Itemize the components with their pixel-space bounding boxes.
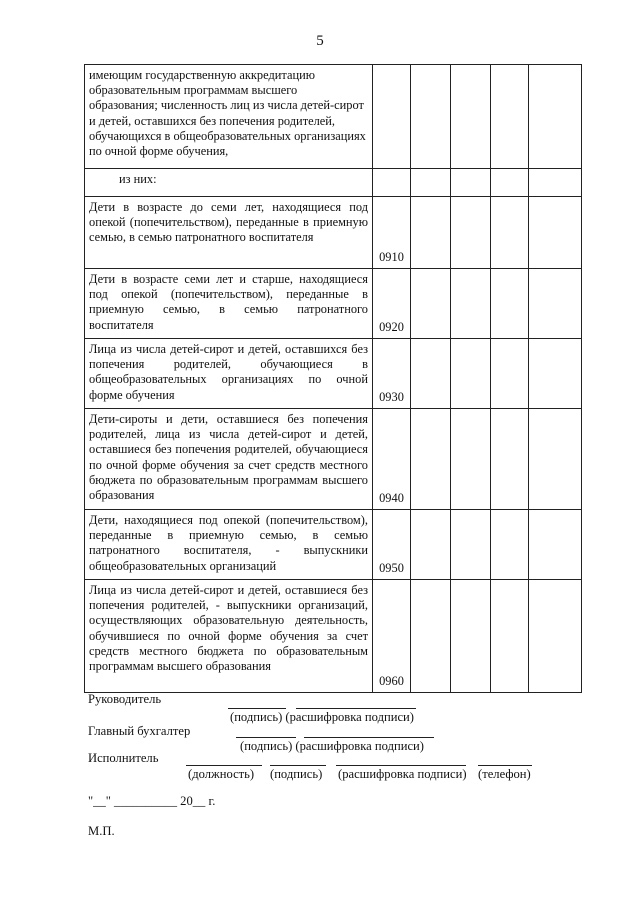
value-cell[interactable] xyxy=(451,510,491,580)
value-cell[interactable] xyxy=(529,580,582,693)
value-cell[interactable] xyxy=(451,269,491,339)
executor-phone-line[interactable] xyxy=(478,765,532,766)
value-cell[interactable] xyxy=(491,197,529,269)
table-row xyxy=(85,339,582,409)
value-cell[interactable] xyxy=(529,409,582,510)
row-code: 0910 xyxy=(373,197,411,269)
table-row xyxy=(85,65,582,169)
row-description: Лица из числа детей-сирот и детей, оставшиеся без попечения родителей, - выпускники организаций, осуществляющих образовательную деятельность, обучившиеся по очной форме обучения за счет средств местного бюджета по образовательным программам высшего образования xyxy=(85,580,373,693)
value-cell[interactable] xyxy=(411,197,451,269)
value-cell[interactable] xyxy=(491,510,529,580)
value-cell[interactable] xyxy=(491,269,529,339)
accountant-caption: (подпись) (расшифровка подписи) xyxy=(240,739,424,753)
row-description: Дети в возрасте семи лет и старше, находящиеся под опекой (попечительством), переданные в приемную семью, в семью патронатного воспитателя xyxy=(85,269,373,339)
table-row xyxy=(85,580,582,693)
value-cell[interactable] xyxy=(491,580,529,693)
stamp-place: М.П. xyxy=(88,824,115,838)
head-caption: (подпись) (расшифровка подписи) xyxy=(230,710,414,724)
accountant-label: Главный бухгалтер xyxy=(88,724,191,738)
value-cell[interactable] xyxy=(451,409,491,510)
row-code xyxy=(373,169,411,197)
value-cell[interactable] xyxy=(451,65,491,169)
value-cell[interactable] xyxy=(491,409,529,510)
row-code: 0940 xyxy=(373,409,411,510)
value-cell[interactable] xyxy=(411,580,451,693)
row-code: 0920 xyxy=(373,269,411,339)
value-cell[interactable] xyxy=(491,169,529,197)
value-cell[interactable] xyxy=(529,65,582,169)
executor-position-caption: (должность) xyxy=(188,767,255,781)
row-description: Дети, находящиеся под опекой (попечительством), переданные в приемную семью, в семью патронатного воспитателя, - выпускники общеобразовательных организаций xyxy=(85,510,373,580)
value-cell[interactable] xyxy=(411,65,451,169)
row-description: Дети в возрасте до семи лет, находящиеся под опекой (попечительством), переданные в приемную семью, в семью патронатного воспитателя xyxy=(85,197,373,269)
value-cell[interactable] xyxy=(411,409,451,510)
value-cell[interactable] xyxy=(529,169,582,197)
row-code: 0930 xyxy=(373,339,411,409)
value-cell[interactable] xyxy=(529,339,582,409)
row-description: из них: xyxy=(119,172,157,186)
value-cell[interactable] xyxy=(491,339,529,409)
value-cell[interactable] xyxy=(451,339,491,409)
date-field[interactable]: "__" __________ 20__ г. xyxy=(88,794,216,808)
row-code: 0950 xyxy=(373,510,411,580)
table-row xyxy=(85,169,582,197)
executor-phone-caption: (телефон) xyxy=(478,767,531,781)
row-description: имеющим государственную аккредитацию образовательным программам высшего образования; численность лиц из числа детей-сирот и детей, оставшихся без попечения родителей, обучающихся в общеобразовательных организациях по очной форме обучения, xyxy=(85,65,373,169)
table-row xyxy=(85,510,582,580)
value-cell[interactable] xyxy=(529,269,582,339)
executor-label: Исполнитель xyxy=(88,751,159,765)
value-cell[interactable] xyxy=(411,169,451,197)
executor-signature-line[interactable] xyxy=(270,765,326,766)
row-code xyxy=(373,65,411,169)
row-code: 0960 xyxy=(373,580,411,693)
table-row xyxy=(85,409,582,510)
value-cell[interactable] xyxy=(529,197,582,269)
head-name-line[interactable] xyxy=(296,708,416,709)
value-cell[interactable] xyxy=(451,197,491,269)
executor-signature-caption: (подпись) xyxy=(270,767,323,781)
value-cell[interactable] xyxy=(451,580,491,693)
table-row xyxy=(85,197,582,269)
head-label: Руководитель xyxy=(88,692,162,706)
executor-position-line[interactable] xyxy=(186,765,262,766)
row-description: Лица из числа детей-сирот и детей, оставшихся без попечения родителей, обучающиеся в общеобразовательных организациях по очной форме обучения xyxy=(85,339,373,409)
table-row xyxy=(85,269,582,339)
row-description: Дети-сироты и дети, оставшиеся без попечения родителей, лица из числа детей-сирот и детей, оставшиеся без попечения родителей, обучающиеся по очной форме обучения за счет средств местного бюджета по образовательным программам высшего образования xyxy=(85,409,373,510)
head-signature-line[interactable] xyxy=(228,708,286,709)
value-cell[interactable] xyxy=(411,510,451,580)
page-number: 5 xyxy=(316,33,324,49)
accountant-signature-line[interactable] xyxy=(236,737,296,738)
value-cell[interactable] xyxy=(451,169,491,197)
value-cell[interactable] xyxy=(529,510,582,580)
value-cell[interactable] xyxy=(491,65,529,169)
executor-name-line[interactable] xyxy=(336,765,466,766)
value-cell[interactable] xyxy=(411,339,451,409)
value-cell[interactable] xyxy=(411,269,451,339)
indicators-table xyxy=(84,64,582,693)
accountant-name-line[interactable] xyxy=(304,737,434,738)
executor-name-caption: (расшифровка подписи) xyxy=(338,767,467,781)
